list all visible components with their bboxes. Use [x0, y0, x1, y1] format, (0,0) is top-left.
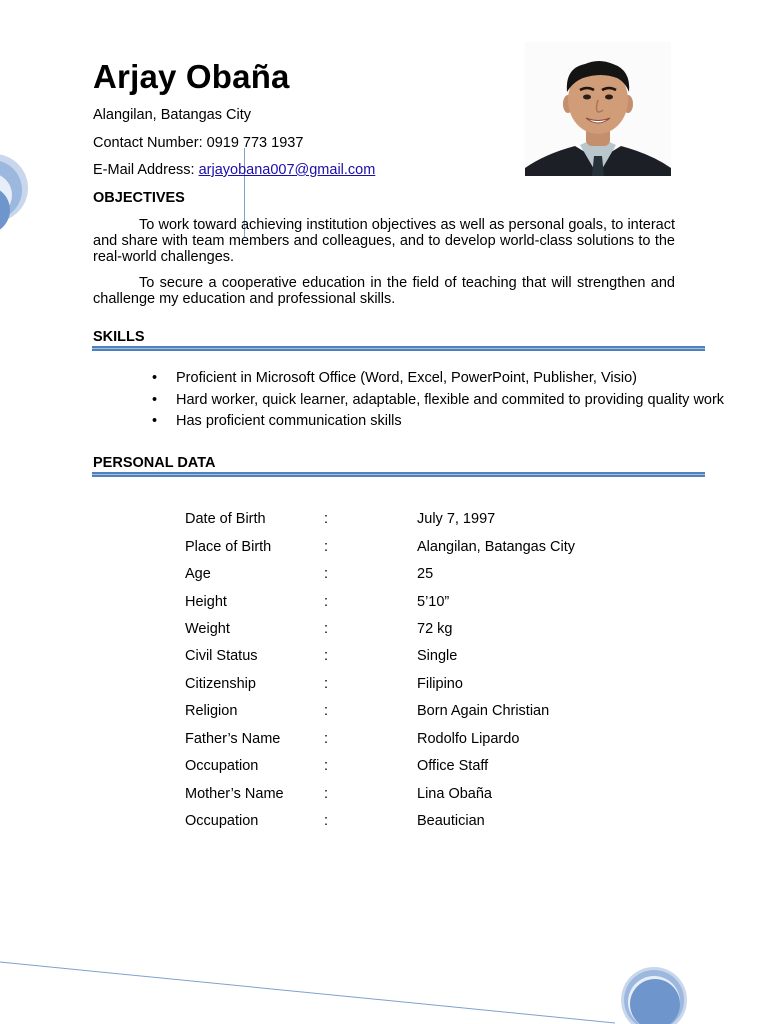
personal-data-rule	[92, 472, 705, 477]
skills-list	[152, 370, 724, 435]
row-label: Age	[185, 566, 211, 582]
personal-data-row-fathers-name	[185, 731, 605, 751]
bottom-right-decorative-circles	[615, 960, 695, 1024]
skills-heading: SKILLS	[93, 329, 145, 345]
row-separator: :	[324, 785, 329, 802]
row-label: Occupation	[185, 813, 259, 829]
row-separator: :	[324, 648, 329, 664]
skill-item-text: Proficient in Microsoft Office (Word, Excel, PowerPoint, Publisher, Visio)	[176, 370, 637, 386]
bullet-icon: •	[152, 370, 158, 386]
row-value: 25	[417, 566, 434, 582]
objectives-heading: OBJECTIVES	[93, 190, 185, 206]
contact-value: 0919 773 1937	[206, 135, 304, 151]
bullet-icon: •	[152, 413, 158, 429]
skill-item	[152, 413, 724, 435]
objective-paragraph-1-text: To work toward achieving institution objectives as well as personal goals, to interact and share with team members and colleagues, and to develop world-class solutions to the real-world challenges.	[93, 217, 675, 265]
bullet-icon: •	[152, 391, 158, 408]
skill-item-text: Has proficient communication skills	[176, 413, 402, 429]
objective-paragraph-1	[93, 217, 675, 265]
row-value: Lina Obaña	[417, 785, 492, 802]
resume-name: Arjay Obaña	[93, 58, 290, 95]
row-label: Civil Status	[185, 648, 258, 664]
contact-number	[93, 135, 303, 151]
email-label: E-Mail Address:	[93, 162, 199, 178]
personal-data-row-date-of-birth	[185, 511, 605, 531]
row-value: Alangilan, Batangas City	[417, 538, 575, 555]
row-separator: :	[324, 675, 329, 692]
row-label: Mother’s Name	[185, 785, 284, 802]
skill-item-text: Hard worker, quick learner, adaptable, flexible and commited to providing quality work	[176, 391, 725, 408]
objective-paragraph-2	[93, 275, 675, 307]
row-separator: :	[324, 621, 329, 637]
skill-item	[152, 392, 724, 414]
row-value: Single	[417, 648, 458, 664]
row-separator: :	[324, 730, 329, 747]
personal-data-heading: PERSONAL DATA	[93, 455, 216, 471]
row-label: Religion	[185, 703, 238, 719]
skill-item	[152, 370, 724, 392]
personal-data-row-weight	[185, 621, 605, 641]
personal-data-row-age	[185, 566, 605, 586]
personal-data-row-height	[185, 594, 605, 614]
personal-data-row-religion	[185, 703, 605, 723]
personal-data-row-civil-status	[185, 648, 605, 668]
email-link[interactable]: arjayobana007@gmail.com	[198, 162, 376, 178]
row-label: Citizenship	[185, 675, 256, 692]
row-label: Date of Birth	[185, 511, 266, 527]
row-value: Beautician	[417, 813, 485, 829]
row-separator: :	[324, 593, 329, 610]
row-separator: :	[324, 511, 329, 527]
address: Alangilan, Batangas City	[93, 107, 251, 123]
email-address	[93, 162, 375, 178]
skills-rule	[92, 346, 705, 351]
personal-data-row-mother-occupation	[185, 813, 605, 833]
contact-label: Contact Number:	[93, 135, 207, 151]
row-value: 72 kg	[417, 621, 453, 637]
row-value: Born Again Christian	[417, 703, 550, 719]
row-value: Rodolfo Lipardo	[417, 730, 520, 747]
row-label: Weight	[185, 621, 230, 637]
row-separator: :	[324, 566, 329, 582]
personal-data-row-mothers-name	[185, 786, 605, 806]
row-label: Father’s Name	[185, 730, 281, 747]
row-separator: :	[324, 703, 329, 719]
row-value: Filipino	[417, 675, 463, 692]
objective-paragraph-2-text: To secure a cooperative education in the field of teaching that will strengthen and challenge my education and professional skills.	[93, 275, 675, 307]
row-separator: :	[324, 758, 329, 774]
row-value: Office Staff	[417, 758, 489, 774]
personal-data-row-citizenship	[185, 676, 605, 696]
personal-data-row-father-occupation	[185, 758, 605, 778]
row-label: Place of Birth	[185, 538, 272, 555]
row-separator: :	[324, 813, 329, 829]
row-label: Occupation	[185, 758, 259, 774]
row-label: Height	[185, 593, 227, 610]
person-photo-icon	[525, 42, 671, 176]
row-value: July 7, 1997	[417, 511, 496, 527]
left-decorative-circles	[0, 140, 40, 250]
row-value: 5’10”	[417, 593, 450, 610]
row-separator: :	[324, 538, 329, 555]
personal-data-row-place-of-birth	[185, 539, 605, 559]
